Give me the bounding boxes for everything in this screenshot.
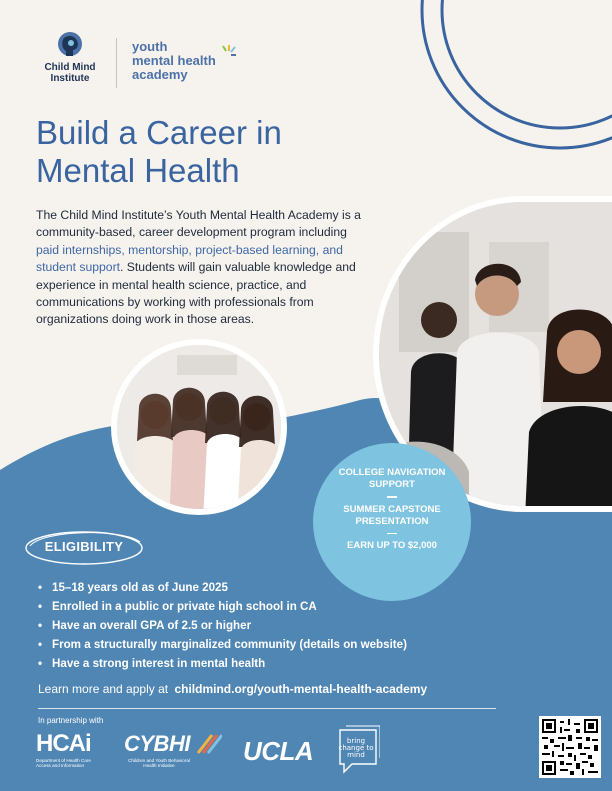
- qr-code-pattern: [542, 719, 598, 775]
- badge-college-navigation: COLLEGE NAVIGATION SUPPORT: [338, 467, 446, 490]
- ymha-line-2: mental health: [132, 53, 216, 68]
- bring-change-to-mind-logo: [336, 724, 380, 776]
- badge-summer-capstone: SUMMER CAPSTONE PRESENTATION: [343, 503, 441, 527]
- intro-paragraph: [36, 207, 366, 329]
- list-item: • 15–18 years old as of June 2025: [38, 578, 468, 597]
- hcai-logo: [36, 732, 104, 774]
- eligibility-label: ELIGIBILITY: [44, 539, 124, 554]
- learn-more-line: [38, 682, 427, 696]
- list-item: • Enrolled in a public or private high school in CA: [38, 597, 468, 616]
- burst-icon: [220, 44, 238, 60]
- intro-text-1: The Child Mind Institute’s Youth Mental Health Academy is a community-based, career development program including: [36, 208, 361, 240]
- divider-line: [38, 708, 496, 709]
- ymha-line-3: academy: [132, 67, 188, 82]
- cybhi-subtitle: Children and Youth Behavioral Health Initiative: [128, 758, 190, 769]
- eligibility-list: [38, 578, 468, 673]
- cmi-name: Child Mind Institute: [44, 62, 96, 84]
- ymha-line-1: youth: [132, 39, 168, 54]
- badge-divider: [387, 496, 397, 498]
- youth-mental-health-academy-logo: [132, 40, 216, 82]
- ucla-logo: UCLA: [243, 736, 314, 766]
- head-profile-icon: [55, 30, 85, 60]
- bcm-wordmark: bring change to mind: [338, 737, 374, 759]
- list-item: • From a structurally marginalized community (details on website): [38, 635, 468, 654]
- cybhi-logo: [124, 733, 224, 775]
- eligibility-heading: [22, 528, 146, 568]
- badge-earn: EARN UP TO $2,000: [347, 540, 437, 551]
- qr-code[interactable]: [539, 716, 601, 778]
- cybhi-stripes-icon: [194, 733, 222, 755]
- hcai-subtitle: Department of Health Care Access and Information: [36, 758, 91, 769]
- learn-more-prefix: Learn more and apply at: [38, 682, 169, 696]
- page-headline: Build a Career in Mental Health: [36, 114, 282, 189]
- cybhi-wordmark: CYBHI: [124, 731, 190, 756]
- list-item: • Have an overall GPA of 2.5 or higher: [38, 616, 468, 635]
- badge-divider: [387, 533, 397, 535]
- group-of-students-photo: [111, 339, 287, 515]
- intro-highlight: paid internships, mentorship, project-based learning, and student support: [36, 242, 343, 275]
- apply-link[interactable]: childmind.org/youth-mental-health-academy: [174, 682, 428, 696]
- hcai-wordmark: HCAi: [36, 730, 91, 757]
- child-mind-institute-logo: [34, 30, 106, 92]
- logo-divider: [116, 38, 117, 88]
- partnership-label: In partnership with: [38, 716, 104, 725]
- list-item: • Have a strong interest in mental health: [38, 654, 468, 673]
- intro-text-2: . Students will gain valuable knowledge and experience in mental health science, practice, and communications by working with professionals from organizations doing work in those areas.: [36, 260, 356, 327]
